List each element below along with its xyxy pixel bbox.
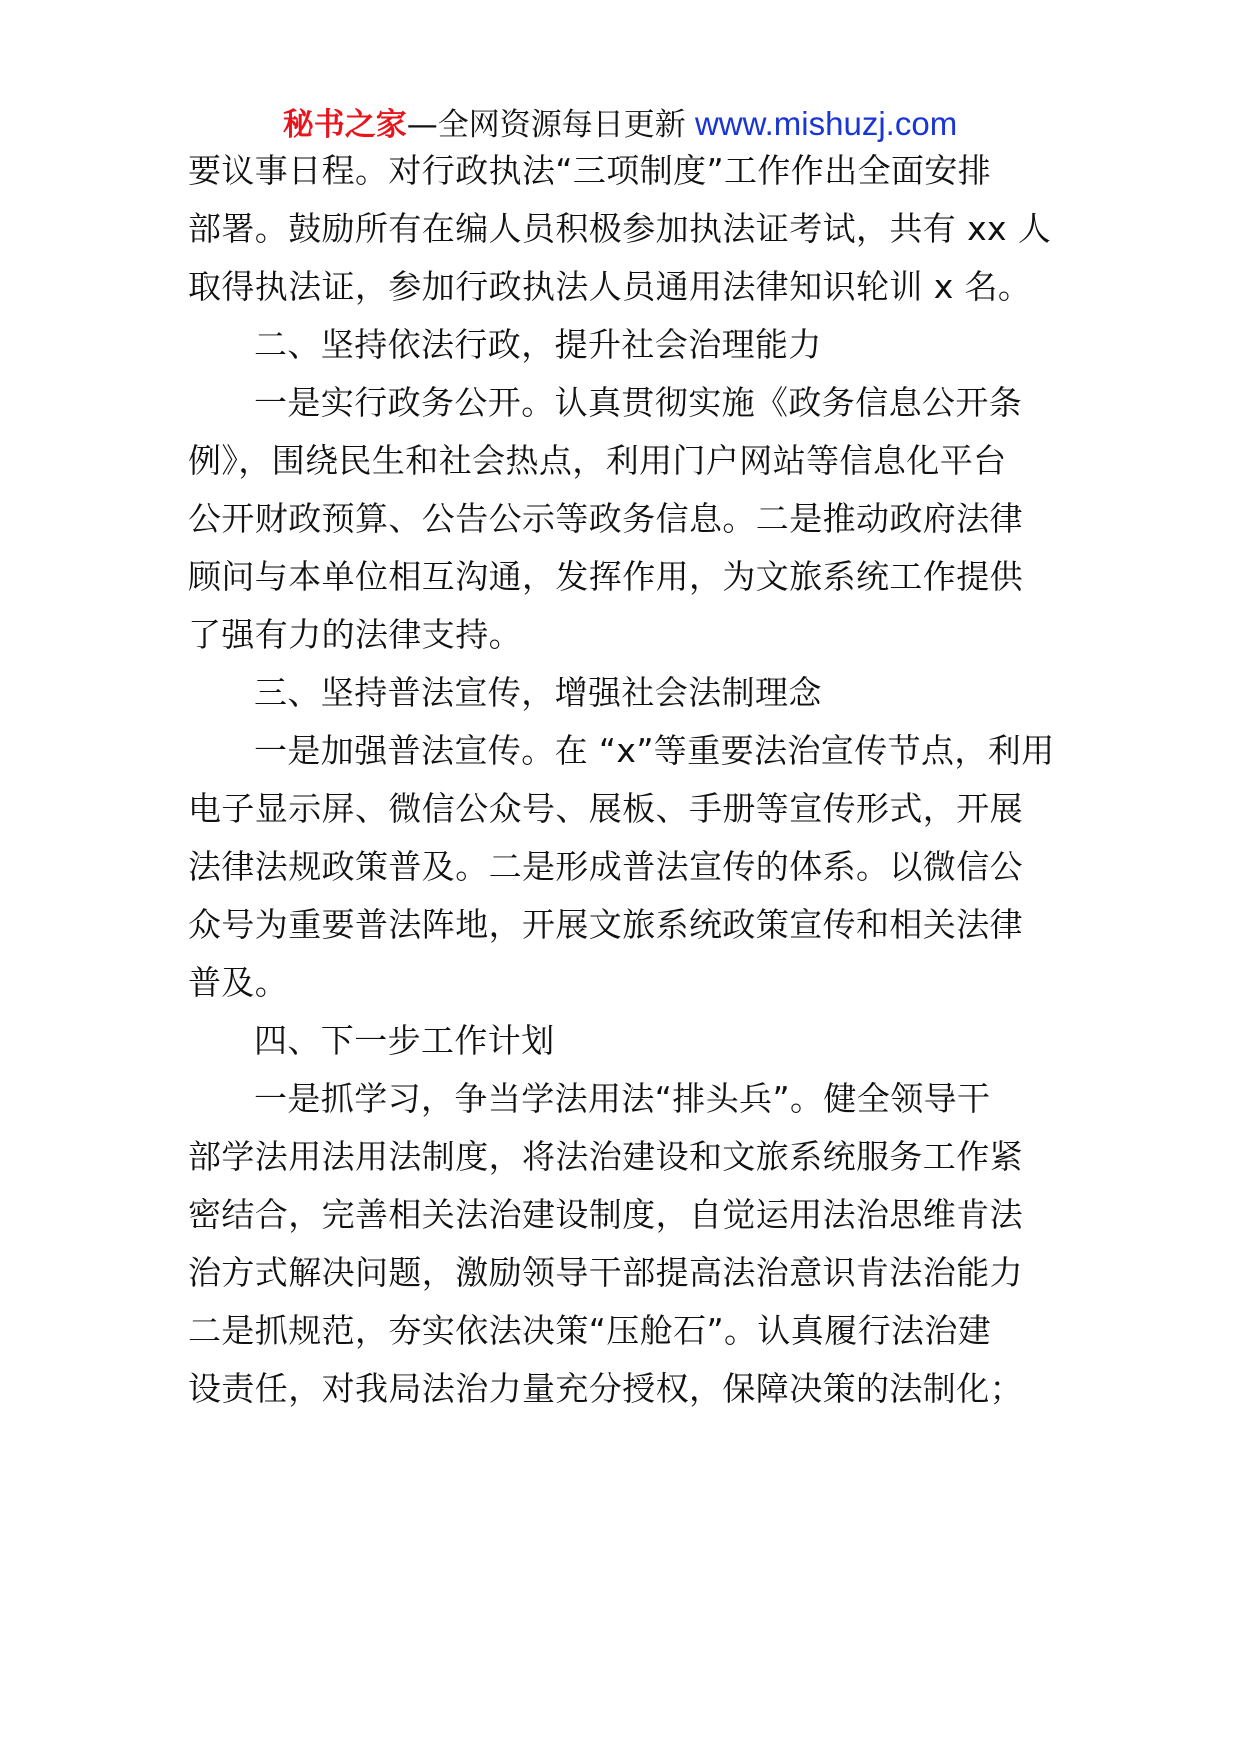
page-header	[0, 102, 1240, 147]
section-heading: 三、坚持普法宣传，增强社会法制理念	[254, 673, 822, 712]
body-line: 密结合，完善相关法治建设制度，自觉运用法治思维肯法	[188, 1195, 1023, 1234]
body-line: 二是抓规范，夯实依法决策“压舱石”。认真履行法治建	[188, 1311, 992, 1350]
body-line: 例》，围绕民生和社会热点，利用门户网站等信息化平台	[188, 441, 1007, 480]
body-line: 要议事日程。对行政执法“三项制度”工作作出全面安排	[188, 151, 992, 190]
body-line: 电子显示屏、微信公众号、展板、手册等宣传形式，开展	[188, 789, 1023, 828]
header-tagline: —全网资源每日更新	[406, 107, 686, 143]
body-line: 法律法规政策普及。二是形成普法宣传的体系。以微信公	[188, 847, 1023, 886]
body-line: 了强有力的法律支持。	[188, 615, 522, 654]
brand-name: 秘书之家	[282, 107, 407, 143]
body-line: 治方式解决问题，激励领导干部提高法治意识肯法治能力	[188, 1253, 1023, 1292]
body-line: 普及。	[188, 963, 289, 1002]
body-line: 部署。鼓励所有在编人员积极参加执法证考试，共有 xx 人	[188, 209, 1052, 248]
section-heading: 四、下一步工作计划	[254, 1021, 555, 1060]
site-url-link[interactable]: www.mishuzj.com	[685, 105, 958, 142]
section-heading: 二、坚持依法行政，提升社会治理能力	[254, 325, 822, 364]
body-line: 顾问与本单位相互沟通，发挥作用，为文旅系统工作提供	[188, 557, 1023, 596]
paragraph-start: 一是实行政务公开。认真贯彻实施《政务信息公开条	[254, 383, 1023, 422]
body-line: 众号为重要普法阵地，开展文旅系统政策宣传和相关法律	[188, 905, 1023, 944]
paragraph-start: 一是抓学习，争当学法用法“排头兵”。健全领导干	[254, 1079, 991, 1118]
body-line: 部学法用法用法制度，将法治建设和文旅系统服务工作紧	[188, 1137, 1023, 1176]
paragraph-start: 一是加强普法宣传。在 “x”等重要法治宣传节点，利用	[254, 731, 1055, 770]
body-line: 公开财政预算、公告公示等政务信息。二是推动政府法律	[188, 499, 1023, 538]
body-line: 取得执法证，参加行政执法人员通用法律知识轮训 x 名。	[188, 267, 1032, 306]
body-line: 设责任，对我局法治力量充分授权，保障决策的法制化；	[188, 1369, 1023, 1408]
